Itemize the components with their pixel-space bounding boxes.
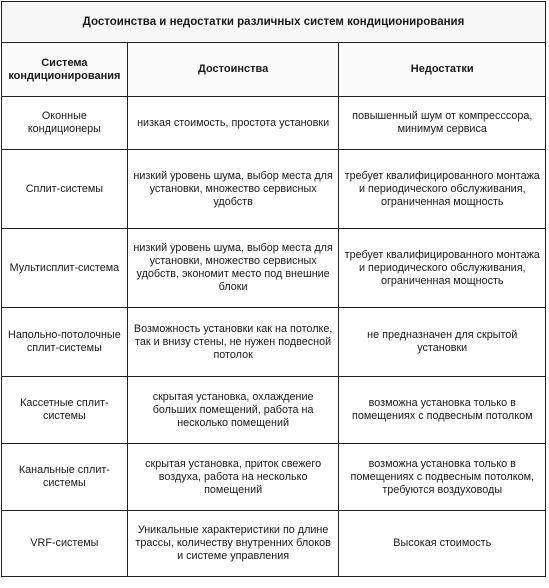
table-row <box>2 511 546 577</box>
cell-system: Сплит-системы <box>2 150 128 229</box>
cell-system: Напольно-потолочные сплит-системы <box>2 308 128 377</box>
cell-cons: Высокая стоимость <box>339 511 546 577</box>
cell-cons: не предназначен для скрытой установки <box>339 308 546 377</box>
cell-cons: возможна установка только в помещениях с подвесным потолком, требуются воздуховоды <box>339 444 546 511</box>
header-cons: Недостатки <box>339 43 546 97</box>
table-row <box>2 377 546 444</box>
cell-system: Кассетные сплит-системы <box>2 377 128 444</box>
table-row <box>2 308 546 377</box>
cell-cons: возможна установка только в помещениях с подвесным потолком <box>339 377 546 444</box>
cell-cons: требует квалифицированного монтажа и периодического обслуживания, ограниченная мощность <box>339 150 546 229</box>
cell-system: Мультисплит-система <box>2 229 128 308</box>
header-pros: Достоинства <box>127 43 339 97</box>
cell-system: Канальные сплит-системы <box>2 444 128 511</box>
comparison-table-container <box>1 1 546 586</box>
table-title: Достоинства и недостатки различных систем кондиционирования <box>2 2 546 43</box>
cell-pros: низкий уровень шума, выбор места для установки, множество сервисных удобств <box>127 150 339 229</box>
cell-cons: повышенный шум от компресссора, минимум сервиса <box>339 97 546 150</box>
cell-pros: скрытая установка, приток свежего воздуха, работа на несколько помещений <box>127 444 339 511</box>
cell-system: VRF-системы <box>2 511 128 577</box>
header-system: Система кондиционирования <box>2 43 128 97</box>
table-row <box>2 444 546 511</box>
cell-pros: Возможность установки как на потолке, так и внизу стены, не нужен подвесной потолок <box>127 308 339 377</box>
table-row <box>2 229 546 308</box>
table-header-row <box>2 43 546 97</box>
cell-system: Оконные кондиционеры <box>2 97 128 150</box>
cell-pros: скрытая установка, охлаждение больших помещений, работа на несколько помещений <box>127 377 339 444</box>
cell-pros: низкая стоимость, простота установки <box>127 97 339 150</box>
comparison-table <box>1 1 546 577</box>
cell-cons: требует квалифицированного монтажа и периодического обслуживания, ограниченная мощность <box>339 229 546 308</box>
table-row <box>2 97 546 150</box>
cell-pros: Уникальные характеристики по длине трассы, количеству внутренних блоков и системе управления <box>127 511 339 577</box>
cell-pros: низкий уровень шума, выбор места для установки, множество сервисных удобств, экономит место под внешние блоки <box>127 229 339 308</box>
table-row <box>2 150 546 229</box>
